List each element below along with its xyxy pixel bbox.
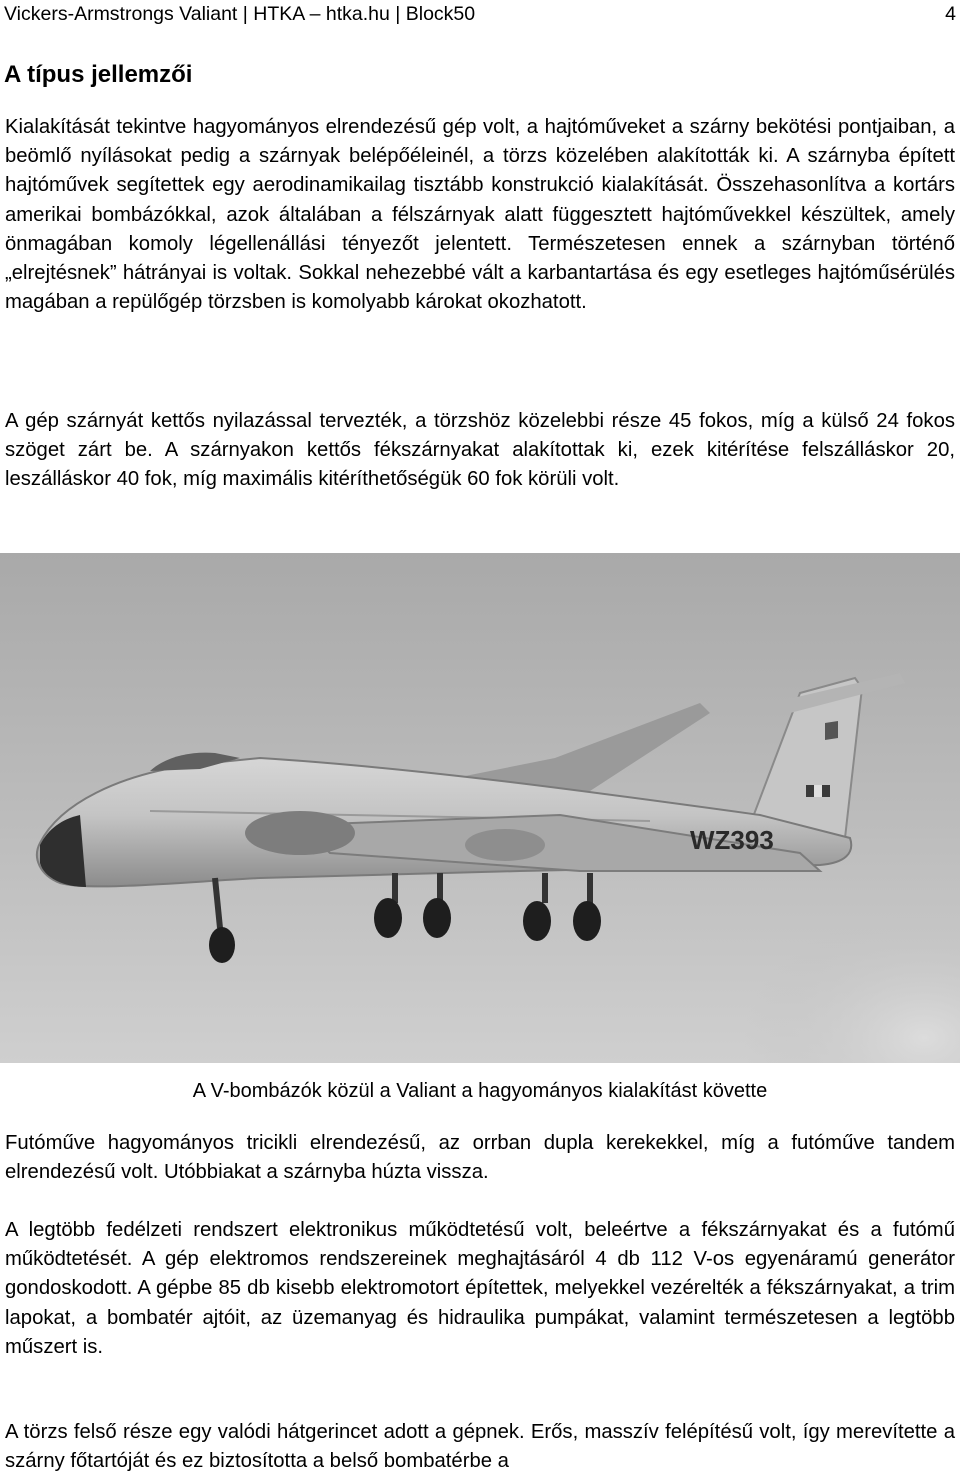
paragraph-wing: A gép szárnyát kettős nyilazással tervezték, a törzshöz közelebbi része 45 fokos, míg a külső 24 fokos szöget zárt be. A szárnyakon kettős fékszárnyakat alakítottak ki, ezek kitérítése felszálláskor 20, leszálláskor 40 fok, míg maximális kitéríthetőségük 60 fok körüli volt. xyxy=(5,410,955,491)
paragraph-design: Kialakítását tekintve hagyományos elrendezésű gép volt, a hajtóműveket a szárny bekötési pontjaiban, a beömlő nyílásokat pedig a szárnyak belépőéleinél, a törzs közelében alakították ki. A szárnyba épített hajtóművek segítettek egy aerodinamikailag tisztább konstrukció kialakítását. Összehasonlítva a kortárs amerikai bombázókkal, azok általában a félszárnyak alatt függesztett hajtóművekkel készültek, amely önmagában komoly légellenállási tényezőt jelentett. Természetesen ennek a szárnyban történő „elrejtésnek” hátrányai is voltak. Sokkal nehezebbé vált a karbantartása és egy esetleges hajtóműsérülés magában a repülőgép törzsben is komolyabb károkat okozhatott. xyxy=(5,116,955,314)
section-heading: A típus jellemzői xyxy=(4,61,193,88)
paragraph-fuselage: A törzs felső része egy valódi hátgerincet adott a gépnek. Erős, masszív felépítésű volt, így merevítette a szárny főtartóját és ez biztosította a belső bombatérbe a xyxy=(5,1421,955,1473)
photo-caption: A V-bombázók közül a Valiant a hagyományos kialakítást követte xyxy=(192,1080,768,1102)
running-title: Vickers-Armstrongs Valiant | HTKA – htka.hu | Block50 xyxy=(4,3,476,25)
paragraph-electrical-systems: A legtöbb fedélzeti rendszert elektronikus működtetésű volt, beleértve a fékszárnyakat és a futómű működtetését. A gép elektromos rendszereinek meghajtásáról 4 db 112 V-os egyenáramú generátor gondoskodott. A gépbe 85 db kisebb elektromotort építettek, melyekkel vezérelték a fékszárnyakat, a trim lapokat, a bombatér ajtóit, az üzemanyag és hidraulika pumpákat, valamint természetesen a legtöbb műszert is. xyxy=(5,1219,955,1358)
page-number: 4 xyxy=(945,3,956,25)
serial-marking: WZ393 xyxy=(690,825,774,855)
page-header xyxy=(4,2,956,26)
aircraft-photo xyxy=(0,553,960,1063)
paragraph-landing-gear: Futóműve hagyományos tricikli elrendezésű, az orrban dupla kerekekkel, míg a futóműve tandem elrendezésű volt. Utóbbiakat a szárnyba húzta vissza. xyxy=(5,1132,955,1184)
